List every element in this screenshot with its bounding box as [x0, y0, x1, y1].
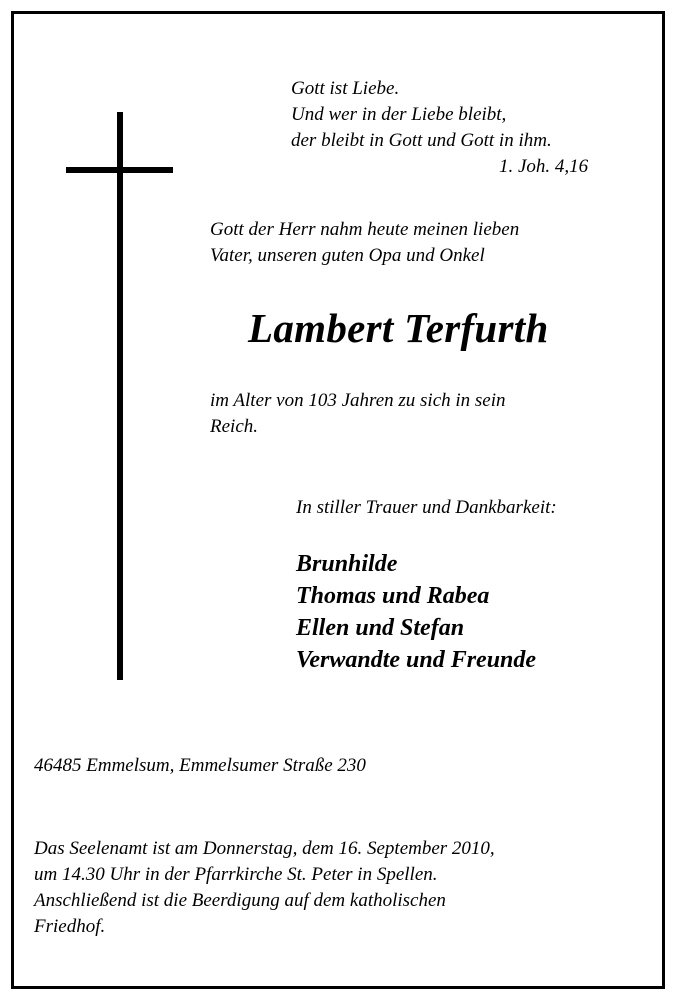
age-statement — [210, 388, 620, 440]
verse-line: Gott ist Liebe. — [291, 78, 400, 99]
mourning-line: In stiller Trauer und Dankbarkeit: — [296, 497, 557, 518]
mourner-entry: Verwandte und Freunde — [296, 647, 537, 673]
age-line: im Alter von 103 Jahren zu sich in sein — [210, 390, 506, 411]
deceased-name: Lambert Terfurth — [248, 305, 549, 351]
cross-vertical-bar — [117, 112, 123, 680]
service-line: um 14.30 Uhr in der Pfarrkirche St. Peter in Spellen. — [34, 864, 438, 885]
cross-horizontal-bar — [66, 167, 173, 173]
service-line: Anschließend ist die Beerdigung auf dem katholischen — [34, 890, 446, 911]
announcement-intro — [210, 217, 630, 269]
mourners-list — [296, 548, 536, 676]
mourner-entry: Ellen und Stefan — [296, 615, 465, 641]
verse-line: der bleibt in Gott und Gott in ihm. — [291, 130, 552, 151]
verse-line: Und wer in der Liebe bleibt, — [291, 104, 507, 125]
mourner-entry: Thomas und Rabea — [296, 583, 490, 609]
intro-line: Vater, unseren guten Opa und Onkel — [210, 245, 485, 266]
intro-line: Gott der Herr nahm heute meinen lieben — [210, 219, 520, 240]
service-line: Friedhof. — [34, 916, 106, 937]
service-line: Das Seelenamt ist am Donnerstag, dem 16. September 2010, — [34, 838, 495, 859]
funeral-service-info — [34, 836, 634, 940]
mourner-entry: Brunhilde — [296, 551, 398, 577]
age-line: Reich. — [210, 416, 259, 437]
family-address: 46485 Emmelsum, Emmelsumer Straße 230 — [34, 755, 366, 776]
bible-verse — [291, 76, 631, 180]
verse-reference: 1. Joh. 4,16 — [499, 156, 589, 177]
